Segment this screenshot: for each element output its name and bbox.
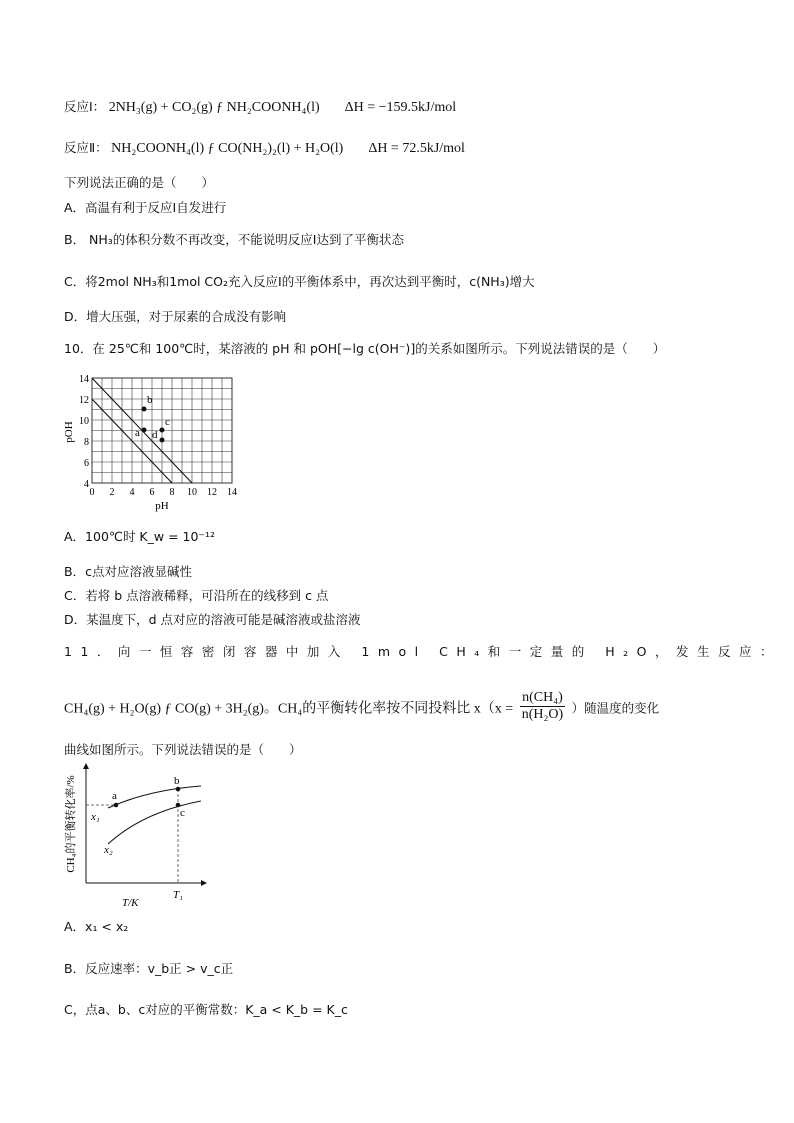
y-axis-label: CH₄的平衡转化率/% (65, 775, 77, 873)
reaction-1-label: 反应Ⅰ： (64, 99, 106, 114)
point-b (142, 407, 147, 412)
y-tick: 12 (79, 395, 89, 406)
point-b (176, 787, 181, 792)
q10-option-c: C．若将 b 点溶液稀释，可沿所在的线移到 c 点 (64, 588, 329, 603)
ph-poh-chart (58, 370, 243, 515)
q11-equation (64, 690, 660, 726)
label-b: b (147, 394, 153, 406)
label-b: b (174, 775, 180, 787)
x-tick-labels (90, 487, 238, 498)
x-tick: 14 (227, 487, 237, 498)
ratio-fraction (520, 690, 565, 723)
label-a: a (112, 790, 117, 802)
x-tick: 8 (169, 487, 175, 498)
q11-stem-line1: 11．向一恒容密闭容器中加入 1mol CH₄和一定量的 H₂O，发生反应： (64, 644, 781, 659)
y-tick: 4 (84, 479, 89, 490)
q10-option-b: B．c点对应溶液显碱性 (64, 564, 192, 579)
x-tick: 4 (129, 487, 135, 498)
x-tick: 6 (149, 487, 155, 498)
point-a (114, 803, 119, 808)
x-tick: 10 (187, 487, 197, 498)
label-x1: x₁ (91, 811, 100, 823)
point-labels (135, 394, 170, 441)
y-tick: 6 (84, 458, 89, 469)
y-tick: 14 (79, 374, 89, 385)
fraction-numerator: n(CH₄) (520, 690, 565, 707)
label-x2: x₂ (104, 844, 113, 856)
q10-option-d: D．某温度下，d 点对应的溶液可能是碱溶液或盐溶液 (64, 612, 361, 627)
conversion-chart-svg (58, 760, 218, 910)
q11-option-a: A．x₁ < x₂ (64, 919, 129, 934)
reaction-1-equation: 2NH₃(g) + CO₂(g) ƒ NH₂COONH₄(l) (108, 100, 320, 115)
reaction-2-label: 反应Ⅱ： (64, 140, 108, 155)
curve-x1 (108, 786, 201, 808)
reaction-1 (64, 98, 456, 117)
label-t1: T₁ (173, 889, 183, 901)
x-axis-label: T/K (122, 897, 139, 909)
label-a: a (135, 427, 140, 439)
x-tick: 0 (89, 487, 95, 498)
point-d (160, 438, 165, 443)
q9-option-c: C．将2mol NH₃和1mol CO₂充入反应Ⅰ的平衡体系中，再次达到平衡时，c(NH₃)增大 (64, 274, 535, 289)
reaction-2-equation: NH₂COONH₄(l) ƒ CO(NH₂)₂(l) + H₂O(l) (111, 141, 344, 156)
x-tick: 2 (109, 487, 115, 498)
point-a (142, 428, 147, 433)
q11-stem-line3: 曲线如图所示。下列说法错误的是（ ） (64, 742, 302, 757)
point-c (160, 428, 165, 433)
q9-stem: 下列说法正确的是（ ） (64, 175, 215, 190)
label-c: c (165, 416, 170, 428)
q10-stem: 10．在 25℃和 100℃时，某溶液的 pH 和 pOH[−lg c(OH⁻)]的关系如图所示。下列说法错误的是（ ） (64, 341, 666, 356)
q9-option-d: D．增大压强，对于尿素的合成没有影响 (64, 309, 287, 324)
q11-equation-tail: ）随温度的变化 (571, 700, 660, 716)
label-c: c (180, 807, 185, 819)
reaction-2 (64, 139, 465, 158)
fraction-denominator: n(H₂O) (521, 707, 564, 722)
q10-option-a: A．100℃时 K_w = 10⁻¹² (64, 529, 216, 544)
reaction-1-enthalpy: ΔH = −159.5kJ/mol (344, 100, 457, 115)
y-axis-label: pOH (63, 421, 75, 443)
reaction-2-enthalpy: ΔH = 72.5kJ/mol (368, 141, 465, 156)
ph-poh-chart-svg (58, 370, 243, 515)
q11-option-c: C，点a、b、c对应的平衡常数：K_a < K_b = K_c (64, 1002, 348, 1017)
x-tick: 12 (207, 487, 217, 498)
x-axis-label: pH (155, 500, 169, 512)
chart2-labels (90, 775, 185, 909)
q9-option-a: A．高温有利于反应Ⅰ自发进行 (64, 200, 227, 215)
y-tick: 10 (79, 416, 89, 427)
q9-option-b: B． NH₃的体积分数不再改变，不能说明反应Ⅰ达到了平衡状态 (64, 232, 404, 247)
q11-equation-text: CH₄(g) + H₂O(g) ƒ CO(g) + 3H₂(g)。CH₄的平衡转化率按不同投料比 x（x = (64, 701, 514, 717)
label-d: d (152, 429, 158, 441)
q11-option-b: B．反应速率：v_b正 > v_c正 (64, 961, 234, 976)
y-tick: 8 (84, 437, 89, 448)
conversion-chart (58, 760, 218, 910)
curve-x2 (108, 801, 201, 844)
y-tick-labels (79, 374, 89, 490)
